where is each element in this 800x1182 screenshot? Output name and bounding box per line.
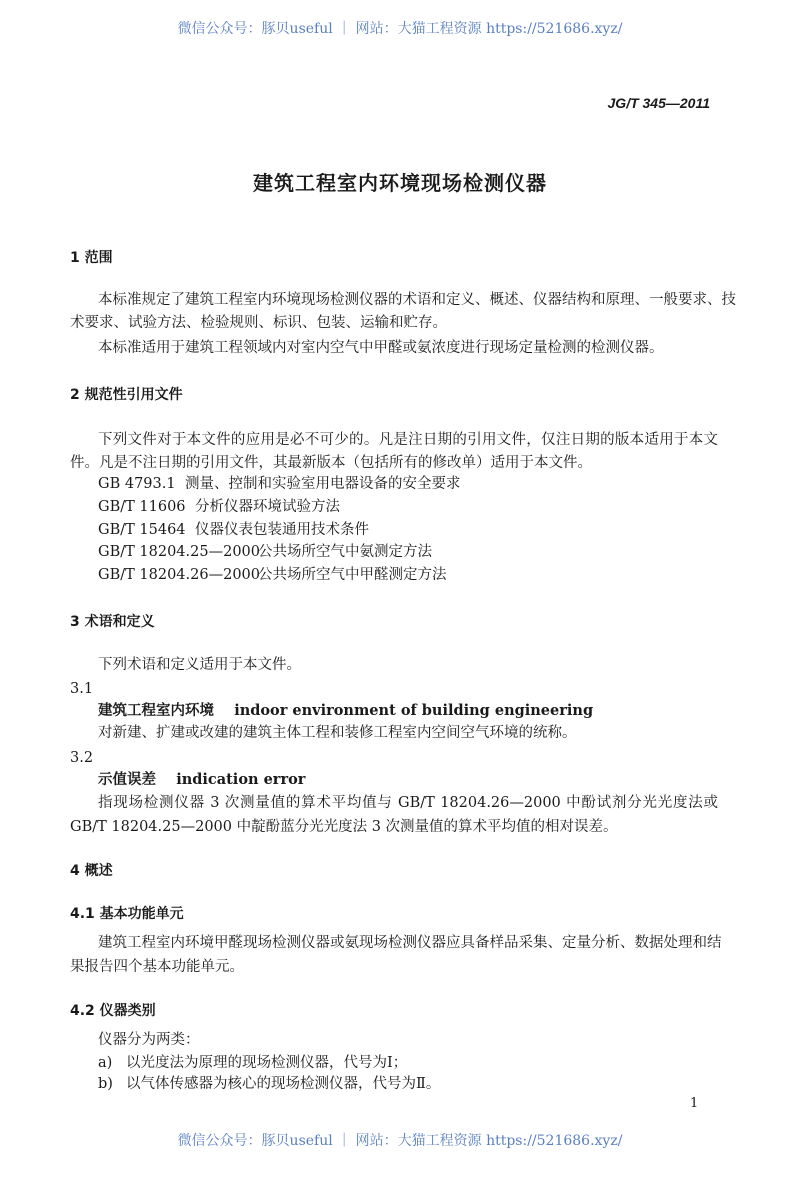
section-4-2-heading: 4.2 仪器类别 bbox=[70, 1003, 156, 1019]
paragraph-line: 下列术语和定义适用于本文件。 bbox=[98, 657, 301, 673]
term-number: 3.1 bbox=[70, 681, 94, 697]
paragraph-line: 仪器分为两类： bbox=[98, 1032, 200, 1048]
section-4-1-heading: 4.1 基本功能单元 bbox=[70, 906, 184, 922]
paragraph-line: 术要求、试验方法、检验规则、标识、包装、运输和贮存。 bbox=[70, 315, 447, 331]
section-1-heading: 1 范围 bbox=[70, 250, 113, 266]
reference-code: GB/T 11606 bbox=[98, 499, 186, 515]
document-title: 建筑工程室内环境现场检测仪器 bbox=[253, 171, 547, 195]
reference-title: 公共场所空气中氨测定方法 bbox=[258, 544, 432, 560]
term-title: 示值误差 indication error bbox=[98, 771, 306, 788]
watermark-header: 微信公众号：豚贝useful ｜ 网站：大猫工程资源 https://521686.xyz/ bbox=[177, 21, 623, 37]
term-title: 建筑工程室内环境 indoor environment of building engineering bbox=[98, 702, 594, 719]
reference-title: 仪器仪表包装通用技术条件 bbox=[195, 522, 369, 538]
reference-title: 测量、控制和实验室用电器设备的安全要求 bbox=[185, 476, 461, 492]
term-definition: 对新建、扩建或改建的建筑主体工程和装修工程室内空间空气环境的统称。 bbox=[98, 725, 577, 741]
watermark-footer: 微信公众号：豚贝useful ｜ 网站：大猫工程资源 https://521686.xyz/ bbox=[177, 1133, 623, 1149]
paragraph-line: 建筑工程室内环境甲醛现场检测仪器或氨现场检测仪器应具备样品采集、定量分析、数据处理和结 bbox=[98, 935, 722, 951]
reference-code: GB/T 18204.26—2000 bbox=[98, 567, 260, 583]
list-item-label: a) bbox=[98, 1055, 113, 1071]
list-item-label: b) bbox=[98, 1076, 113, 1092]
reference-title: 分析仪器环境试验方法 bbox=[195, 499, 340, 515]
term-number: 3.2 bbox=[70, 750, 94, 766]
term-definition: 指现场检测仪器 3 次测量值的算术平均值与 GB/T 18204.26—2000 中酚试剂分光光度法或 bbox=[98, 795, 718, 811]
reference-title: 公共场所空气中甲醛测定方法 bbox=[258, 567, 447, 583]
paragraph-line: 果报告四个基本功能单元。 bbox=[70, 959, 244, 975]
section-3-heading: 3 术语和定义 bbox=[70, 614, 155, 630]
reference-code: GB/T 15464 bbox=[98, 522, 186, 538]
paragraph-line: 本标准适用于建筑工程领域内对室内空气中甲醛或氨浓度进行现场定量检测的检测仪器。 bbox=[98, 340, 664, 356]
reference-code: GB 4793.1 bbox=[98, 476, 176, 492]
reference-code: GB/T 18204.25—2000 bbox=[98, 544, 260, 560]
paragraph-line: 件。凡是不注日期的引用文件，其最新版本（包括所有的修改单）适用于本文件。 bbox=[70, 455, 592, 471]
list-item-text: 以气体传感器为核心的现场检测仪器，代号为Ⅱ。 bbox=[126, 1076, 441, 1092]
standard-code: JG/T 345—2011 bbox=[607, 95, 710, 111]
page-number: 1 bbox=[690, 1096, 699, 1111]
paragraph-line: 本标准规定了建筑工程室内环境现场检测仪器的术语和定义、概述、仪器结构和原理、一般要求、技 bbox=[98, 292, 736, 308]
list-item-text: 以光度法为原理的现场检测仪器，代号为Ⅰ； bbox=[126, 1055, 408, 1071]
section-4-heading: 4 概述 bbox=[70, 863, 113, 879]
term-definition: GB/T 18204.25—2000 中靛酚蓝分光光度法 3 次测量值的算术平均值的相对误差。 bbox=[70, 819, 618, 835]
paragraph-line: 下列文件对于本文件的应用是必不可少的。凡是注日期的引用文件，仅注日期的版本适用于本文 bbox=[98, 432, 718, 448]
section-2-heading: 2 规范性引用文件 bbox=[70, 387, 183, 403]
